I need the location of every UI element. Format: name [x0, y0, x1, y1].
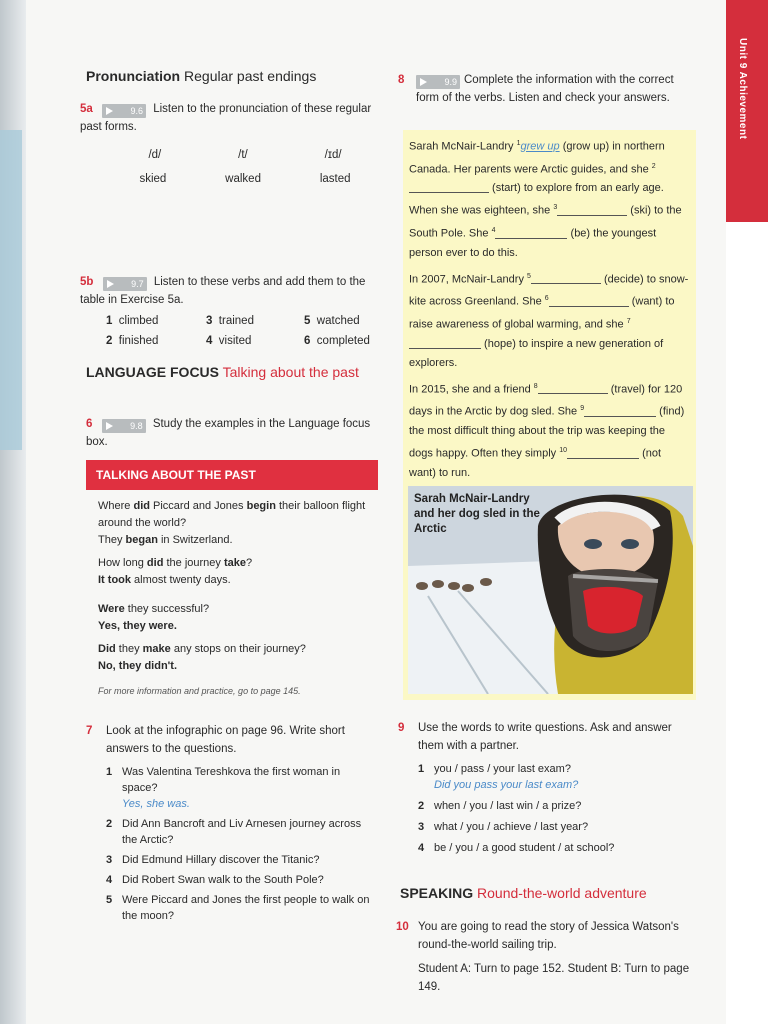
question-item: 3 Did Edmund Hillary discover the Titanic?: [106, 854, 320, 866]
exercise-5a: 5a 9.6 Listen to the pronunciation of these regular past forms.: [80, 103, 372, 133]
question-item: 1 Was Valentina Tereshkova the first woman in space?: [106, 766, 341, 794]
list-item: 3 trained: [206, 315, 254, 327]
sample-answer: Did you pass your last exam?: [434, 779, 579, 791]
language-focus-heading: LANGUAGE FOCUS Talking about the past: [86, 364, 359, 380]
exercise-9: 9 Use the words to write questions. Ask and answer them with a partner. 1 you / pass / your last exam? Did you pass your last exam? 2 when / you / last win / a prize? 3 what / you / achieve / last year? 4 be / you / a good student / at school?: [398, 719, 693, 856]
list-item: 1 climbed: [106, 315, 159, 327]
speaking-heading: SPEAKING Round-the-world adventure: [400, 885, 647, 901]
explorer-photo: [408, 486, 693, 694]
example-question: How long did the journey take?: [98, 557, 253, 569]
sound-table: /d/ /t/ /ɪd/ skied walked lasted: [139, 149, 351, 185]
question-item: 1 you / pass / your last exam?: [418, 763, 571, 775]
question-item: 2 Did Ann Bancroft and Liv Arnesen journey across the Arctic?: [106, 818, 362, 846]
example-answer: No, they didn't.: [98, 660, 177, 672]
answer-blank[interactable]: [557, 203, 627, 216]
photo-caption: Sarah McNair-Landry and her dog sled in the Arctic: [414, 493, 540, 535]
answer-blank[interactable]: [538, 381, 608, 394]
answer-blank[interactable]: [567, 446, 639, 459]
page-reference-note: For more information and practice, go to page 145.: [98, 686, 301, 696]
example-question: Where did Piccard and Jones begin their balloon flight around the world?: [98, 500, 366, 529]
audio-track-button[interactable]: 9.7: [103, 277, 147, 291]
exercise-8: 8 9.9 Complete the information with the correct form of the verbs. Listen and check your answers.: [398, 74, 674, 104]
example-answer: It took almost twenty days.: [98, 574, 231, 586]
exercise-6: 6 9.8 Study the examples in the Language focus box.: [86, 418, 371, 448]
question-item: 4 be / you / a good student / at school?: [418, 842, 615, 854]
answer-blank[interactable]: [584, 404, 656, 417]
list-item: 6 completed: [304, 335, 370, 347]
page-margin: [726, 222, 768, 1024]
answer-blank[interactable]: [531, 271, 601, 284]
exercise-10: 10 You are going to read the story of Jessica Watson's round-the-world sailing trip. Student A: Turn to page 152. Student B: Turn to page 149.: [396, 918, 694, 996]
audio-track-button[interactable]: 9.8: [102, 419, 146, 433]
gapfill-paragraph: In 2007, McNair-Landry $^5$ (decide) to snow-kite across Greenland. She $^6$ (want) to raise awareness of global warming, and she $^7$ (hope) to inspire a new generation of explorers.: [409, 272, 689, 369]
gapfill-paragraph: Sarah McNair-Landry $^1$grew up (grow up) in northern Canada. Her parents were Arctic guides, and she $^2$ (start) to explore from an early age. When she was eighteen, she $^3$ (ski) to the South Pole. She $^4$ (be) the youngest person ever to do this.: [409, 140, 682, 259]
grammar-box: [86, 460, 378, 700]
question-item: 4 Did Robert Swan walk to the South Pole?: [106, 874, 324, 886]
example-answer: They began in Switzerland.: [98, 534, 233, 546]
facing-page-edge: [0, 130, 22, 450]
question-item: 5 Were Piccard and Jones the first people to walk on the moon?: [106, 894, 370, 922]
verb-list: [106, 312, 386, 350]
list-item: 2 finished: [106, 335, 159, 347]
grammar-box-title: TALKING ABOUT THE PAST: [86, 460, 378, 490]
question-item: 3 what / you / achieve / last year?: [418, 821, 589, 833]
audio-track-button[interactable]: 9.9: [416, 75, 460, 89]
gapfill-paragraph: In 2015, she and a friend $^8$ (travel) for 120 days in the Arctic by dog sled. She $^9$ (find) the most difficult thing about the trip was keeping the dogs happy. Often they simply $^{10}$ (not want) to run.: [409, 382, 685, 479]
grammar-examples: [86, 490, 378, 700]
question-item: 2 when / you / last win / a prize?: [418, 800, 582, 812]
answer-blank[interactable]: [495, 226, 567, 239]
answer-blank[interactable]: [549, 294, 629, 307]
example-answer: Yes, they were.: [98, 620, 177, 632]
list-item: 4 visited: [206, 335, 252, 347]
audio-track-button[interactable]: 9.6: [102, 104, 146, 118]
answer-blank[interactable]: [409, 180, 489, 193]
example-question: Did they make any stops on their journey?: [98, 643, 306, 655]
exercise-7: 7 Look at the infographic on page 96. Write short answers to the questions. 1 Was Valentina Tereshkova the first woman in space? Yes, she was. 2 Did Ann Bancroft and Liv Arnesen journey across the Arctic? 3 Did Edmund Hillary discover the Titanic? 4 Did Robert Swan walk to the South Pole? 5 Were Piccard and Jones the first people to walk on the moon?: [86, 722, 378, 924]
sample-answer: Yes, she was.: [122, 798, 190, 810]
exercise-5b: 5b 9.7 Listen to these verbs and add them to the table in Exercise 5a.: [80, 276, 366, 306]
list-item: 5 watched: [304, 315, 360, 327]
unit-tab: Unit 9 Achievement: [726, 0, 768, 222]
pronunciation-heading: Pronunciation Regular past endings: [86, 68, 317, 84]
student-task: Student A: Turn to page 152. Student B: Turn to page 149.: [418, 963, 690, 993]
example-question: Were they successful?: [98, 603, 210, 615]
answer-blank[interactable]: [409, 336, 481, 349]
